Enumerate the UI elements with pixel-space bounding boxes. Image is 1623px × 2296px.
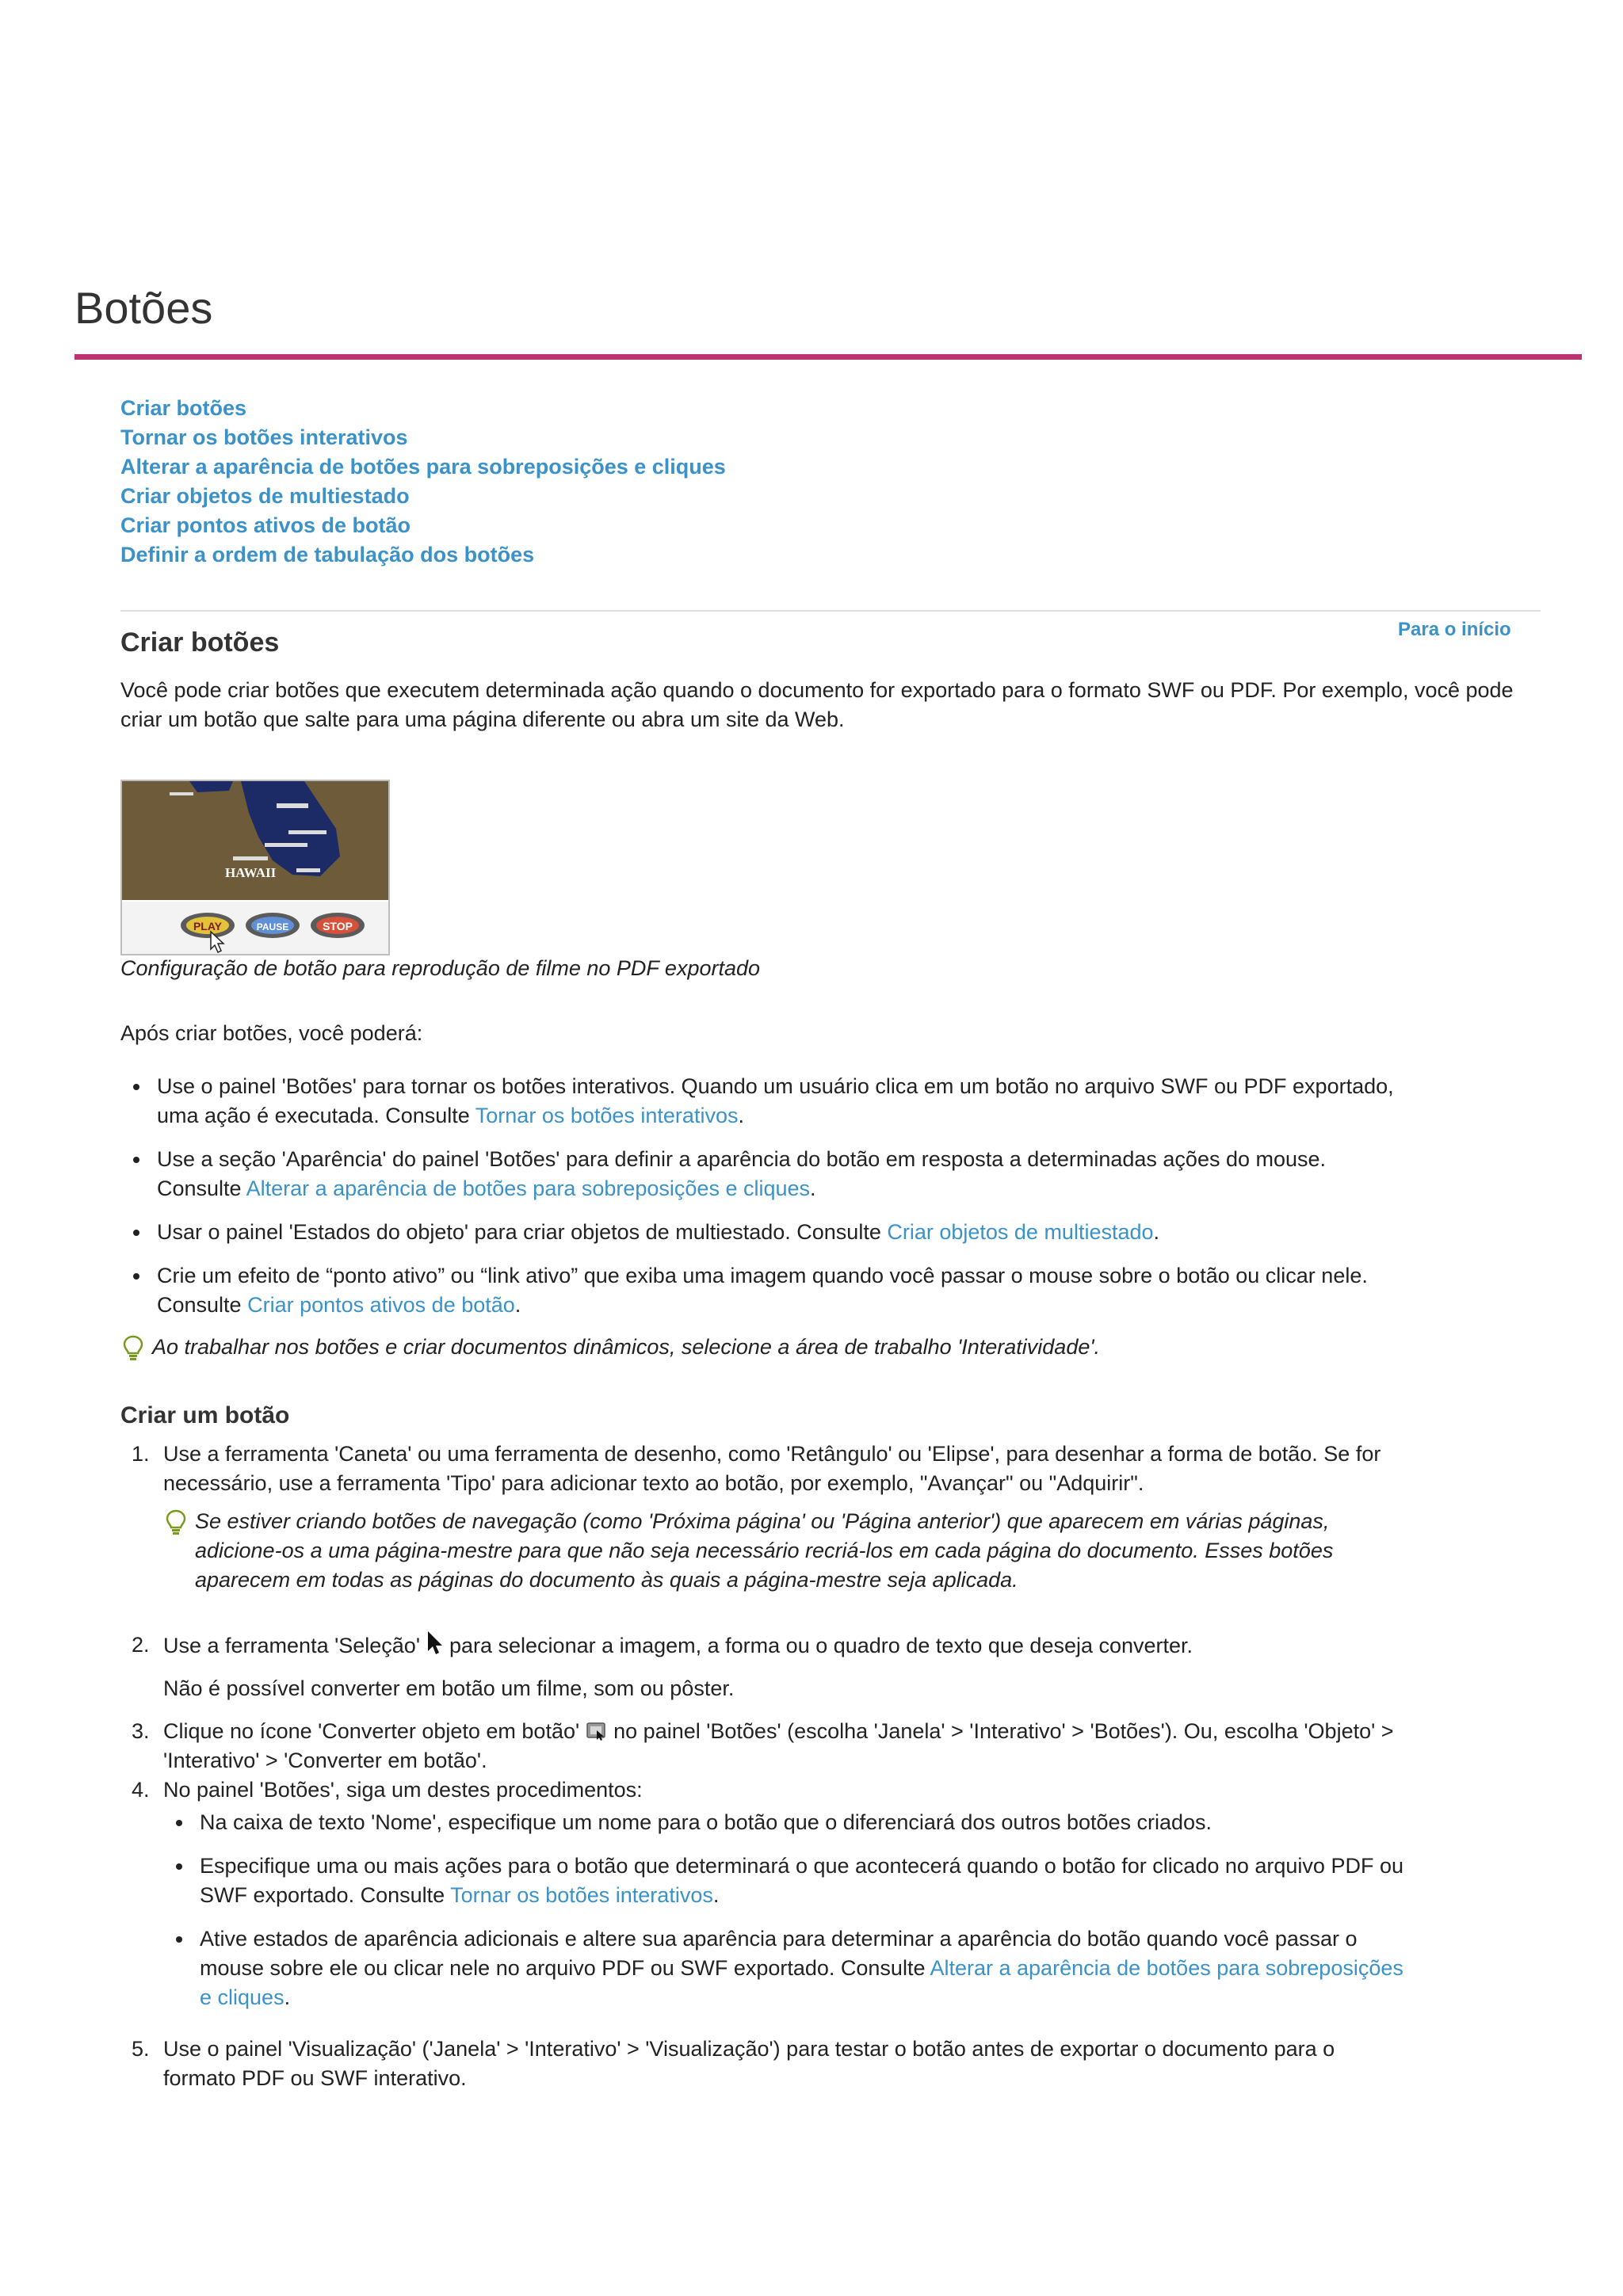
toc-link-alterar-aparencia[interactable]: Alterar a aparência de botões para sobreposições e cliques <box>120 455 726 479</box>
step-2-note: Não é possível converter em botão um filme, som ou pôster. <box>163 1676 735 1700</box>
page-title: Botões <box>74 283 213 333</box>
figure-movie-buttons <box>120 780 390 955</box>
link-alterar-aparencia[interactable]: Alterar a aparência de botões para sobreposições e cliques <box>200 1956 1403 2009</box>
after-creation-paragraph: Após criar botões, você poderá: <box>120 1021 423 1045</box>
table-of-contents <box>120 394 726 570</box>
figure-caption: Configuração de botão para reprodução de filme no PDF exportado <box>120 956 761 980</box>
subsection-title: Criar um botão <box>120 1402 290 1428</box>
step-4-options <box>163 1808 1415 2027</box>
movie-button-bar <box>122 902 388 954</box>
list-item: Especifique uma ou mais ações para o botão que determinará o que acontecerá quando o botão for clicado no arquivo PDF ou SWF exportado. Consulte Tornar os botões interativos. <box>163 1852 1415 1910</box>
pause-button-label: PAUSE <box>256 921 289 933</box>
toc-link-pontos-ativos[interactable]: Criar pontos ativos de botão <box>120 513 411 537</box>
link-alterar-aparencia[interactable]: Alterar a aparência de botões para sobreposições e cliques <box>246 1177 811 1200</box>
play-button-label: PLAY <box>193 920 223 933</box>
list-item: Usar o painel 'Estados do objeto' para criar objetos de multiestado. Consulte Criar objetos de multiestado. <box>120 1218 1404 1247</box>
lightbulb-icon <box>163 1508 189 1537</box>
step-2: 2. Use a ferramenta 'Seleção' para selecionar a imagem, a forma ou o quadro de texto que deseja converter. <box>120 1630 1404 1661</box>
toc-link-tornar-interativos[interactable]: Tornar os botões interativos <box>120 425 408 449</box>
lightbulb-icon <box>120 1334 146 1363</box>
list-item: Na caixa de texto 'Nome', especifique um nome para o botão que o diferenciará dos outros botões criados. <box>163 1808 1415 1837</box>
master-page-tip: Se estiver criando botões de navegação (como 'Próxima página' ou 'Página anterior') que aparecem em várias páginas, adicione-os a uma página-mestre para que não seja necessário recriá-los em cada página do documento. Esses botões aparecem em todas as páginas do documento às quais a página-mestre seja aplicada. <box>163 1507 1415 1595</box>
stop-button-label: STOP <box>323 920 353 933</box>
map-label: HAWAII <box>225 865 277 880</box>
link-tornar-interativos[interactable]: Tornar os botões interativos <box>475 1104 739 1127</box>
list-item: Crie um efeito de “ponto ativo” ou “link ativo” que exiba uma imagem quando você passar o mouse sobre o botão ou clicar nele. Consulte Criar pontos ativos de botão. <box>120 1261 1404 1320</box>
step-4: 4. No painel 'Botões', siga um destes procedimentos: <box>132 1778 643 1802</box>
link-pontos-ativos[interactable]: Criar pontos ativos de botão <box>247 1293 515 1317</box>
back-to-top-link[interactable]: Para o início <box>1398 619 1511 640</box>
section-title: Criar botões <box>120 627 280 658</box>
link-multiestado[interactable]: Criar objetos de multiestado <box>887 1220 1154 1244</box>
step-3: 3. Clique no ícone 'Converter objeto em botão' no painel 'Botões' (escolha 'Janela' > 'Interativo' > 'Botões'). Ou, escolha 'Objeto' > 'Interativo' > 'Converter em botão'. <box>132 1719 1394 1772</box>
step-5: 5. Use o painel 'Visualização' ('Janela' > 'Interativo' > 'Visualização') para testar o botão antes de exportar o documento para o formato PDF ou SWF interativo. <box>132 2037 1335 2090</box>
list-item: Use o painel 'Botões' para tornar os botões interativos. Quando um usuário clica em um botão no arquivo SWF ou PDF exportado, uma ação é executada. Consulte Tornar os botões interativos. <box>120 1072 1404 1131</box>
list-item: Use a seção 'Aparência' do painel 'Botões' para definir a aparência do botão em resposta a determinadas ações do mouse. Consulte Alterar a aparência de botões para sobreposições e cliques. <box>120 1145 1404 1203</box>
step-1: 1. Use a ferramenta 'Caneta' ou uma ferramenta de desenho, como 'Retângulo' ou 'Elipse', para desenhar a forma de botão. Se for necessário, use a ferramenta 'Tipo' para adicionar texto ao botão, por exemplo, "Avançar" ou "Adquirir". <box>132 1442 1381 1495</box>
convert-to-button-icon <box>586 1721 608 1741</box>
list-item: Ative estados de aparência adicionais e altere sua aparência para determinar a aparência do botão quando você passar o mouse sobre ele ou clicar nele no arquivo PDF ou SWF exportado. Consulte Alterar a aparência de botões para sobreposições e cliques. <box>163 1924 1415 2012</box>
hawaii-map-image <box>122 781 388 900</box>
selection-tool-icon <box>426 1630 443 1656</box>
workspace-tip: Ao trabalhar nos botões e criar documentos dinâmicos, selecione a área de trabalho 'Interatividade'. <box>120 1333 1100 1362</box>
intro-paragraph: Você pode criar botões que executem determinada ação quando o documento for exportado para o formato SWF ou PDF. Por exemplo, você pode criar um botão que salte para uma página diferente ou abra um site da Web. <box>120 678 1514 731</box>
section-divider <box>120 610 1541 612</box>
toc-link-ordem-tabulacao[interactable]: Definir a ordem de tabulação dos botões <box>120 543 535 566</box>
toc-link-multiestado[interactable]: Criar objetos de multiestado <box>120 484 410 508</box>
toc-link-criar-botoes[interactable]: Criar botões <box>120 396 247 420</box>
link-tornar-interativos[interactable]: Tornar os botões interativos <box>450 1883 713 1907</box>
title-divider <box>74 354 1582 360</box>
capabilities-list <box>120 1072 1404 1334</box>
